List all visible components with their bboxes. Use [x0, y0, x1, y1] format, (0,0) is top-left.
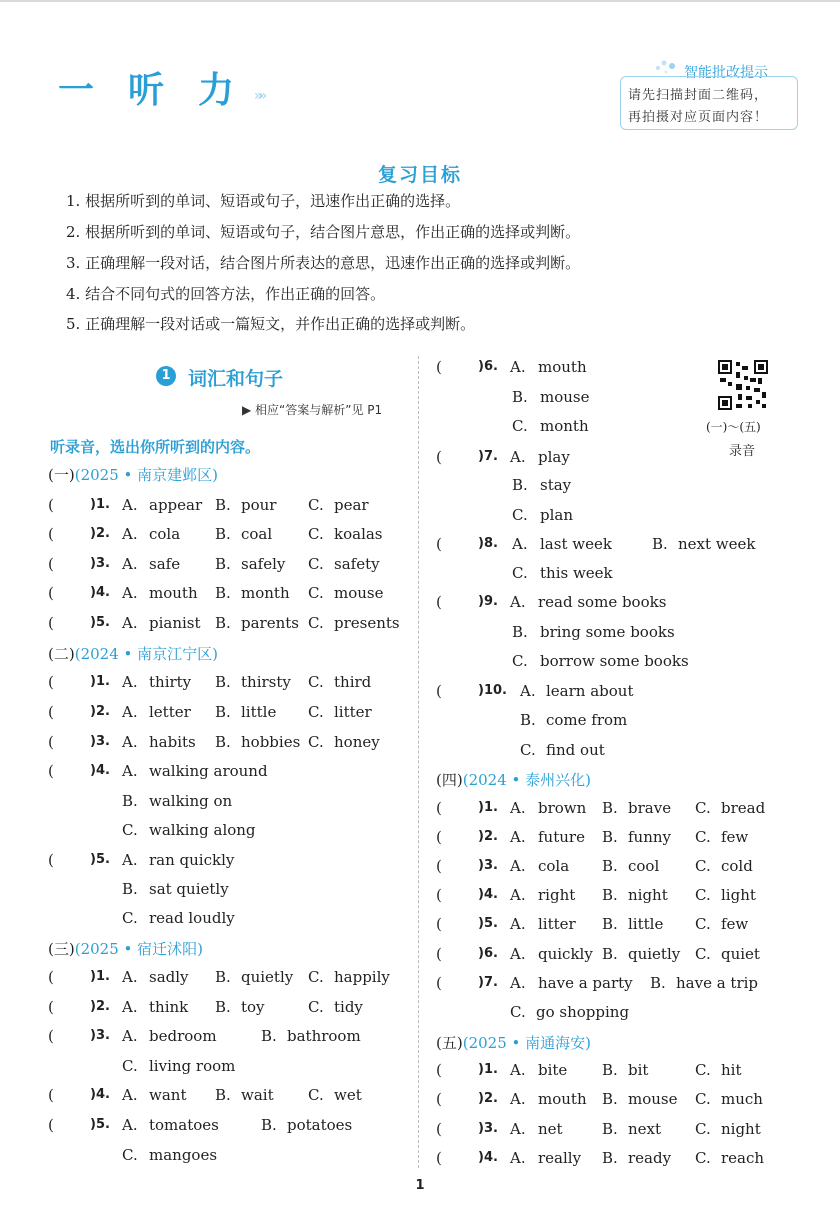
option-c-letter: C.	[122, 909, 138, 927]
option-a-text: think	[149, 998, 189, 1016]
option-a-text: tomatoes	[149, 1116, 219, 1134]
option-b-letter: B.	[602, 1120, 618, 1138]
option-a-text: letter	[149, 703, 191, 721]
option-b-text: brave	[628, 799, 672, 817]
option-a-text: brown	[538, 799, 587, 817]
option-b-text: wait	[241, 1086, 274, 1104]
option-b-text: toy	[241, 998, 265, 1016]
answer-bracket[interactable]: (	[48, 1027, 54, 1045]
option-a-text: play	[538, 448, 570, 466]
option-a-letter: A.	[510, 1120, 526, 1138]
option-b-text: sat quietly	[149, 880, 229, 898]
qr-label: (一)～(五)	[706, 420, 761, 434]
option-c-text: happily	[334, 968, 390, 986]
option-b-text: mouse	[628, 1090, 678, 1108]
group-context-1: (2025 • 南京建邺区)	[74, 466, 218, 484]
option-b-text: potatoes	[287, 1116, 353, 1134]
question-number: )6.	[478, 359, 498, 374]
option-b-text: mouse	[540, 388, 590, 406]
group-context-2: (2024 • 南京江宁区)	[74, 645, 218, 663]
option-b-text: safely	[241, 555, 286, 573]
option-c-text: honey	[334, 733, 380, 751]
option-a-letter: A.	[510, 593, 526, 611]
option-a-text: want	[149, 1086, 187, 1104]
option-a-letter: A.	[510, 915, 526, 933]
goal-4: 4. 结合不同句式的回答方法，作出正确的回答。	[66, 285, 386, 303]
option-b-text: thirsty	[241, 673, 291, 691]
question-number: )5.	[478, 916, 498, 931]
option-a-letter: A.	[122, 762, 138, 780]
hint-line-2: 再拍摄对应页面内容！	[628, 110, 769, 125]
option-c-letter: C.	[695, 828, 711, 846]
answer-bracket[interactable]: (	[436, 828, 442, 846]
goal-3: 3. 正确理解一段对话，结合图片所表达的意思，迅速作出正确的选择或判断。	[66, 254, 581, 272]
option-c-text: koalas	[334, 525, 383, 543]
question-number: )3.	[90, 1028, 110, 1043]
option-c-text: mangoes	[149, 1146, 218, 1164]
option-c-letter: C.	[512, 564, 528, 582]
question-number: )4.	[478, 887, 498, 902]
question-number: )1.	[478, 800, 498, 815]
option-b-letter: B.	[122, 880, 138, 898]
option-c-letter: C.	[512, 652, 528, 670]
answer-bracket[interactable]: (	[48, 1086, 54, 1104]
option-a-letter: A.	[122, 968, 138, 986]
option-c-letter: C.	[695, 1120, 711, 1138]
option-c-text: night	[721, 1120, 761, 1138]
review-title: 复习目标	[377, 164, 462, 186]
option-b-text: parents	[241, 614, 299, 632]
option-b-letter: B.	[602, 1061, 618, 1079]
option-a-text: cola	[538, 857, 570, 875]
page-number: 1	[415, 1178, 425, 1193]
option-c-letter: C.	[520, 741, 536, 759]
question-number: )9.	[478, 594, 498, 609]
option-c-text: mouse	[334, 584, 384, 602]
question-number: )1.	[90, 969, 110, 984]
answer-bracket[interactable]: (	[436, 945, 442, 963]
option-a-text: cola	[149, 525, 181, 543]
option-a-text: quickly	[538, 945, 593, 963]
option-a-text: litter	[538, 915, 576, 933]
option-c-letter: C.	[695, 1061, 711, 1079]
goal-5: 5. 正确理解一段对话或一篇短文，并作出正确的选择或判断。	[66, 315, 476, 333]
option-a-letter: A.	[510, 945, 526, 963]
option-a-text: bite	[538, 1061, 568, 1079]
option-b-text: quietly	[241, 968, 294, 986]
option-c-letter: C.	[308, 733, 324, 751]
option-b-letter: B.	[650, 974, 666, 992]
section-title: 词汇和句子	[188, 368, 284, 390]
option-b-letter: B.	[261, 1116, 277, 1134]
option-b-letter: B.	[602, 828, 618, 846]
answer-bracket[interactable]: (	[436, 1120, 442, 1138]
option-b-text: bring some books	[540, 623, 675, 641]
option-b-text: coal	[241, 525, 273, 543]
option-a-text: safe	[149, 555, 181, 573]
option-c-text: living room	[149, 1057, 236, 1075]
question-number: )2.	[90, 704, 110, 719]
option-c-letter: C.	[308, 703, 324, 721]
answer-bracket[interactable]: (	[48, 733, 54, 751]
question-number: )2.	[478, 829, 498, 844]
option-c-text: go shopping	[536, 1003, 630, 1021]
answer-bracket[interactable]: (	[48, 673, 54, 691]
hint-title: 智能批改提示	[684, 65, 768, 81]
option-a-text: read some books	[538, 593, 667, 611]
option-c-letter: C.	[308, 1086, 324, 1104]
option-c-letter: C.	[695, 886, 711, 904]
option-c-letter: C.	[512, 417, 528, 435]
option-b-text: next week	[678, 535, 756, 553]
question-number: )3.	[90, 734, 110, 749]
option-c-letter: C.	[122, 821, 138, 839]
question-number: )5.	[90, 615, 110, 630]
option-b-letter: B.	[215, 1086, 231, 1104]
option-a-letter: A.	[510, 1061, 526, 1079]
instruction: 听录音，选出你所听到的内容。	[50, 438, 261, 456]
option-b-letter: B.	[215, 968, 231, 986]
answer-bracket[interactable]: (	[436, 886, 442, 904]
option-b-letter: B.	[261, 1027, 277, 1045]
option-c-text: wet	[334, 1086, 362, 1104]
question-number: )7.	[478, 449, 498, 464]
column-divider	[418, 356, 419, 1168]
option-b-letter: B.	[652, 535, 668, 553]
option-a-letter: A.	[510, 974, 526, 992]
answer-bracket[interactable]: (	[436, 1061, 442, 1079]
option-a-letter: A.	[122, 851, 138, 869]
question-number: )6.	[478, 946, 498, 961]
option-c-letter: C.	[308, 968, 324, 986]
question-number: )4.	[478, 1150, 498, 1165]
option-c-letter: C.	[695, 915, 711, 933]
goal-1: 1. 根据所听到的单词、短语或句子，迅速作出正确的选择。	[66, 192, 461, 210]
option-b-text: pour	[241, 496, 277, 514]
question-number: )10.	[478, 683, 507, 698]
option-a-letter: A.	[512, 535, 528, 553]
option-a-letter: A.	[122, 703, 138, 721]
answer-bracket[interactable]: (	[48, 555, 54, 573]
option-a-text: mouth	[149, 584, 198, 602]
question-number: )4.	[90, 1087, 110, 1102]
group-context-3: (2025 • 宿迁沭阳)	[74, 940, 203, 958]
unit-char-3: 力	[198, 70, 237, 111]
option-b-text: little	[241, 703, 277, 721]
unit-char-2: 听	[128, 70, 167, 111]
option-b-text: bit	[628, 1061, 649, 1079]
answer-bracket[interactable]: (	[48, 762, 54, 780]
answer-bracket[interactable]: (	[436, 857, 442, 875]
answer-bracket[interactable]: (	[436, 915, 442, 933]
option-a-letter: A.	[510, 1149, 526, 1167]
answer-bracket[interactable]: (	[436, 799, 442, 817]
option-b-text: cool	[628, 857, 660, 875]
option-b-text: walking on	[149, 792, 233, 810]
option-c-text: read loudly	[149, 909, 235, 927]
option-b-letter: B.	[602, 857, 618, 875]
answer-bracket[interactable]: (	[436, 535, 442, 553]
option-b-text: month	[241, 584, 290, 602]
option-a-text: pianist	[149, 614, 201, 632]
option-a-letter: A.	[122, 1116, 138, 1134]
option-b-letter: B.	[602, 1090, 618, 1108]
answer-bracket[interactable]: (	[436, 448, 442, 466]
group-label-3: (三)(2025 • 宿迁沭阳)	[48, 940, 203, 958]
qr-sub-label: 录音	[729, 444, 756, 459]
option-a-letter: A.	[122, 1086, 138, 1104]
option-c-text: light	[721, 886, 756, 904]
option-c-letter: C.	[308, 998, 324, 1016]
option-a-letter: A.	[122, 496, 138, 514]
section-badge: 1	[156, 366, 176, 386]
unit-title	[58, 62, 258, 111]
option-c-text: much	[721, 1090, 763, 1108]
option-c-letter: C.	[695, 1090, 711, 1108]
option-b-text: funny	[628, 828, 672, 846]
option-c-letter: C.	[122, 1146, 138, 1164]
option-a-text: appear	[149, 496, 203, 514]
option-b-letter: B.	[512, 476, 528, 494]
question-number: )5.	[90, 852, 110, 867]
option-a-text: ran quickly	[149, 851, 235, 869]
option-b-letter: B.	[602, 799, 618, 817]
option-a-text: mouth	[538, 1090, 587, 1108]
question-number: )3.	[478, 858, 498, 873]
option-a-letter: A.	[510, 1090, 526, 1108]
option-b-text: come from	[546, 711, 628, 729]
option-b-text: quietly	[628, 945, 681, 963]
option-b-letter: B.	[215, 673, 231, 691]
option-c-text: borrow some books	[540, 652, 689, 670]
unit-char-1: 一	[58, 70, 97, 111]
answer-bracket[interactable]: (	[436, 682, 442, 700]
option-a-text: learn about	[546, 682, 634, 700]
option-a-letter: A.	[510, 358, 526, 376]
option-c-letter: C.	[695, 799, 711, 817]
answer-bracket[interactable]: (	[436, 974, 442, 992]
option-a-text: have a party	[538, 974, 633, 992]
question-number: )1.	[90, 497, 110, 512]
option-a-text: last week	[540, 535, 612, 553]
option-c-letter: C.	[512, 506, 528, 524]
option-b-letter: B.	[215, 733, 231, 751]
option-b-text: bathroom	[287, 1027, 361, 1045]
option-c-letter: C.	[122, 1057, 138, 1075]
option-c-letter: C.	[308, 614, 324, 632]
option-b-text: next	[628, 1120, 662, 1138]
top-border	[0, 0, 840, 2]
answer-bracket[interactable]: (	[48, 496, 54, 514]
option-a-letter: A.	[122, 614, 138, 632]
option-c-text: few	[721, 828, 749, 846]
option-c-letter: C.	[308, 584, 324, 602]
option-a-letter: A.	[520, 682, 536, 700]
option-c-text: month	[540, 417, 589, 435]
option-b-letter: B.	[520, 711, 536, 729]
option-b-letter: B.	[512, 388, 528, 406]
option-c-letter: C.	[510, 1003, 526, 1021]
question-number: )4.	[90, 763, 110, 778]
option-a-letter: A.	[122, 584, 138, 602]
option-a-letter: A.	[510, 448, 526, 466]
answer-reference: ▶ 相应“答案与解析”见 P1	[242, 403, 383, 417]
group-context-4: (2024 • 泰州兴化)	[462, 771, 591, 789]
option-c-text: find out	[546, 741, 605, 759]
option-a-text: mouth	[538, 358, 587, 376]
option-c-text: plan	[540, 506, 574, 524]
answer-bracket[interactable]: (	[48, 1116, 54, 1134]
question-number: )2.	[90, 526, 110, 541]
goal-2: 2. 根据所听到的单词、短语或句子，结合图片意思，作出正确的选择或判断。	[66, 223, 581, 241]
question-number: )7.	[478, 975, 498, 990]
option-a-text: net	[538, 1120, 563, 1138]
option-a-letter: A.	[122, 555, 138, 573]
option-c-text: quiet	[721, 945, 760, 963]
option-c-text: third	[334, 673, 372, 691]
option-b-letter: B.	[215, 555, 231, 573]
option-c-text: safety	[334, 555, 380, 573]
option-a-letter: A.	[122, 1027, 138, 1045]
option-b-letter: B.	[215, 998, 231, 1016]
answer-bracket[interactable]: (	[436, 1149, 442, 1167]
question-number: )1.	[90, 674, 110, 689]
question-number: )3.	[478, 1121, 498, 1136]
option-b-letter: B.	[215, 496, 231, 514]
option-c-letter: C.	[695, 945, 711, 963]
option-c-letter: C.	[308, 525, 324, 543]
option-a-letter: A.	[510, 799, 526, 817]
option-c-letter: C.	[308, 496, 324, 514]
option-a-letter: A.	[122, 673, 138, 691]
option-c-text: presents	[334, 614, 400, 632]
option-c-text: this week	[540, 564, 613, 582]
option-b-letter: B.	[215, 525, 231, 543]
option-c-text: tidy	[334, 998, 363, 1016]
answer-bracket[interactable]: (	[48, 525, 54, 543]
option-b-letter: B.	[602, 915, 618, 933]
question-number: )8.	[478, 536, 498, 551]
question-number: )3.	[90, 556, 110, 571]
option-b-letter: B.	[602, 945, 618, 963]
option-c-text: litter	[334, 703, 372, 721]
option-a-text: habits	[149, 733, 196, 751]
option-a-letter: A.	[122, 733, 138, 751]
option-b-letter: B.	[512, 623, 528, 641]
option-a-letter: A.	[122, 998, 138, 1016]
qr-code-icon[interactable]	[718, 360, 768, 410]
option-b-text: ready	[628, 1149, 672, 1167]
option-b-text: stay	[540, 476, 572, 494]
option-b-text: night	[628, 886, 668, 904]
option-a-text: sadly	[149, 968, 189, 986]
answer-bracket[interactable]: (	[436, 358, 442, 376]
option-b-letter: B.	[602, 886, 618, 904]
group-label-1: (一)(2025 • 南京建邺区)	[48, 466, 218, 484]
arrows-decoration: »»	[254, 88, 264, 104]
option-c-text: pear	[334, 496, 369, 514]
hint-line-1: 请先扫描封面二维码，	[628, 88, 769, 103]
option-a-letter: A.	[510, 828, 526, 846]
answer-bracket[interactable]: (	[48, 703, 54, 721]
option-c-text: reach	[721, 1149, 765, 1167]
answer-bracket[interactable]: (	[48, 851, 54, 869]
question-number: )5.	[90, 1117, 110, 1132]
answer-bracket[interactable]: (	[48, 998, 54, 1016]
option-a-text: bedroom	[149, 1027, 217, 1045]
option-a-letter: A.	[122, 525, 138, 543]
answer-bracket[interactable]: (	[48, 968, 54, 986]
option-a-text: thirty	[149, 673, 192, 691]
answer-bracket[interactable]: (	[436, 593, 442, 611]
option-c-text: bread	[721, 799, 766, 817]
group-context-5: (2025 • 南通海安)	[462, 1034, 591, 1052]
option-a-letter: A.	[510, 857, 526, 875]
option-c-letter: C.	[695, 1149, 711, 1167]
option-a-letter: A.	[510, 886, 526, 904]
option-c-letter: C.	[308, 673, 324, 691]
option-b-letter: B.	[122, 792, 138, 810]
option-b-letter: B.	[602, 1149, 618, 1167]
answer-bracket[interactable]: (	[436, 1090, 442, 1108]
option-c-text: cold	[721, 857, 753, 875]
option-a-text: walking around	[149, 762, 268, 780]
group-label-5: (五)(2025 • 南通海安)	[436, 1034, 591, 1052]
option-c-letter: C.	[308, 555, 324, 573]
answer-bracket[interactable]: (	[48, 584, 54, 602]
option-b-letter: B.	[215, 703, 231, 721]
option-b-text: hobbies	[241, 733, 301, 751]
option-a-text: right	[538, 886, 576, 904]
option-c-text: few	[721, 915, 749, 933]
option-b-letter: B.	[215, 614, 231, 632]
option-b-letter: B.	[215, 584, 231, 602]
answer-bracket[interactable]: (	[48, 614, 54, 632]
question-number: )2.	[478, 1091, 498, 1106]
option-c-text: walking along	[149, 821, 256, 839]
option-b-text: little	[628, 915, 664, 933]
question-number: )1.	[478, 1062, 498, 1077]
option-c-letter: C.	[695, 857, 711, 875]
option-a-text: really	[538, 1149, 582, 1167]
group-label-2: (二)(2024 • 南京江宁区)	[48, 645, 218, 663]
group-label-4: (四)(2024 • 泰州兴化)	[436, 771, 591, 789]
sparkle-icon	[652, 56, 682, 78]
option-c-text: hit	[721, 1061, 742, 1079]
option-b-text: have a trip	[676, 974, 759, 992]
question-number: )4.	[90, 585, 110, 600]
question-number: )2.	[90, 999, 110, 1014]
option-a-text: future	[538, 828, 585, 846]
